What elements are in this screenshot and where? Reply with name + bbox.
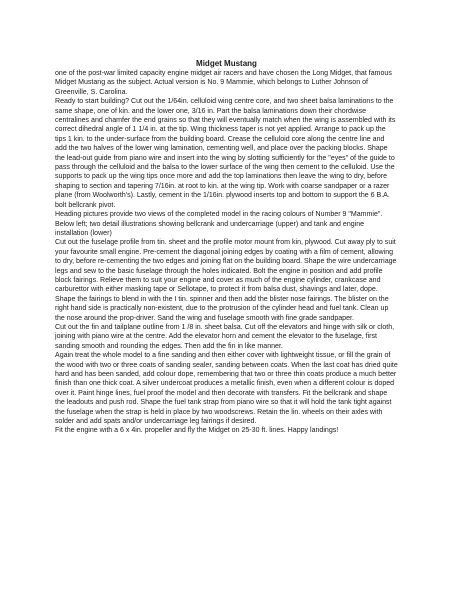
document-title: Midget Mustang xyxy=(196,59,257,68)
paragraph-flying: Fit the engine with a 6 x 4in. propeller and fly the Midget on 25-30 ft. lines. Happy landings! xyxy=(55,427,339,435)
paragraph-finishing: Again treat the whole model to a fine sanding and then either cover with lightweight tissue, or fill the grain of the wood with two or three coats of sanding sealer, sanding between coats. When the last coat has dried quite hard and has been sanded, add colour dope, remembering that two or three thin coats produce a much better finish than one thick coat. A silver undercoat produces a metallic finish, even when a different colour is doped over it. Paint hinge lines, fuel proof the model and then decorate with transfers. Fit the bellcrank and shape the leadouts and push rod. Shape the fuel tank strap from piano wire so that it will hold the tank tight against the fuselage when the strap is held in place by two woodscrews. Retain the lin. wheels on their axles with solder and add spats and/or undercarriage leg fairings if desired. xyxy=(55,352,398,426)
paragraph-fuselage: Cut out the fuselage profile from tin. sheet and the profile motor mount from kin, plywood. Cut away ply to suit your favourite small engine. Pre-cement the diagonal joining edges by coating with a film of cement, allowing to dry, before re-cementing the two edges and joining flat on the building board. Shape the wire undercarriage legs and sew to the basic fuselage through the holes indicated. Bolt the engine in position and add profile block fairings. Relieve them to suit your engine and cover as much of the engine cylinder, crankcase and carburettor with either masking tape or Sellotape, to protect it from balsa dust, shavings and later, dope. Shape the fairings to blend in with the I tin. spinner and then add the blister nose fairings. The blister on the right hand side is practically non-existent, due to the protrusion of the cylinder head and fuel tank. Clean up the nose around the prop-driver. Sand the wing and fuselage smooth with fine grade sandpaper. xyxy=(55,239,397,322)
paragraph-heading-pictures: Heading pictures provide two views of the completed model in the racing colours of Number 9 "Mammie". Below left; two detail illustrations showing bellcrank and undercarriage (upper) and tank and engine installation (lower) xyxy=(55,211,383,237)
paragraph-wing-construction: Ready to start building? Cut out the 1/64in. celluloid wing centre core, and two sheet balsa laminations to the same shape, one of kin. and the lower one, 3/16 in. Part the balsa laminations down their chordwise centralines and chamfer the end grains so that they will eventually match when the wing is assembled with its correct dihedral angle of 1 1/4 in. at the tip. Wing thickness taper is not yet applied. Arrange to pack up the tips 1 kin. to the under-surface from the building board. Crease the celluloid core along the centre line and add the two halves of the lower wing lamination, cementing well, and place over the packing blocks. Shape the lead-out guide from piano wire and insert into the wing by slotting sufficiently for the "eyes" of the guide to pass through the celluloid and the balsa to the lower surface of the wing then cement to the celluloid. Use the supports to pack up the wing tips once more and add the top laminations then leave the wing to dry, before shaping to section and tapering 7/16in. at root to kin. at the wing tip. Work with coarse sandpaper or a razer plane (from Woolworth's). Lastly, cement in the 1/16in. plywood inserts top and bottom to support the 6 B.A. bolt bellcrank pivot. xyxy=(55,98,396,209)
paragraph-intro: one of the post-war limited capacity engine midget air racers and have chosen the Long Midget, that famous Midget Mustang as the subject. Actual version is No. 9 Mammie, which belongs to Luther Johnson of Greenville, S. Carolina. xyxy=(55,70,392,96)
paragraph-tailplane: Cut out the fin and tailplane outline from 1 /8 in. sheet balsa. Cut off the elevators and hinge with silk or cloth, joining with piano wire at the centre. Add the elevator horn and cement the elevator to the fuselage, first sanding smooth and rounding the edges. Then add the fin in like manner. xyxy=(55,323,395,350)
